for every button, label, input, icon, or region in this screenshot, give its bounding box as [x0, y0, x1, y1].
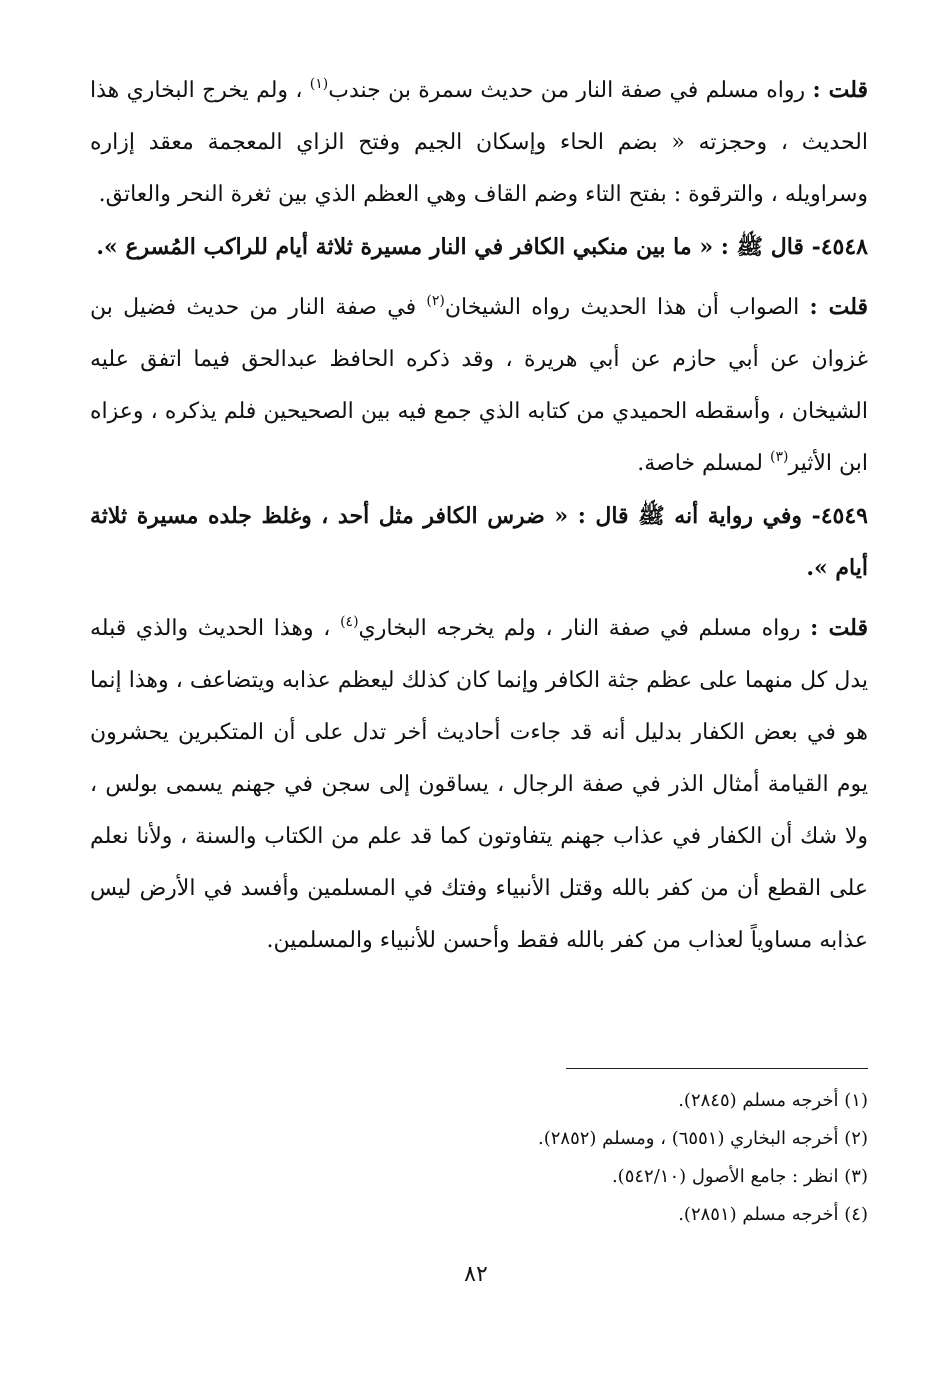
- footnote-2: (٢) أخرجه البخاري (٦٥٥١) ، ومسلم (٢٨٥٢).: [537, 1128, 868, 1149]
- hadith-4548: ٤٥٤٨- قال ﷺ : « ما بين منكبي الكافر في النار مسيرة ثلاثة أيام للراكب المُسرع ».: [96, 234, 868, 260]
- paragraph-text: رواه مسلم في صفة النار من حديث سمرة بن جندب: [328, 78, 806, 103]
- paragraph-text-continued: ، ولم يخرج البخاري هذا الحديث ، وحجزته « بضم الحاء وإسكان الجيم وفتح الزاي المعجمة معقد إزاره وسراويله ، والترقوة : بفتح التاء وضم القاف وهي العظم الذي بين ثغرة النحر والعاتق.: [90, 78, 868, 207]
- paragraph-3: [90, 602, 868, 967]
- footnotes: [300, 1082, 868, 1234]
- footnote-ref-2[interactable]: (٢): [426, 293, 445, 309]
- paragraph-lead: قلت :: [810, 615, 868, 641]
- footnote-ref-3[interactable]: (٣): [769, 449, 789, 465]
- footnote-3: (٣) انظر : جامع الأصول (٥٤٢/١٠).: [611, 1166, 868, 1187]
- paragraph-lead: قلت :: [812, 77, 869, 103]
- page-number: ٨٢: [464, 1262, 488, 1287]
- paragraph-text-end: لمسلم خاصة.: [637, 451, 763, 476]
- footnote-4: (٤) أخرجه مسلم (٢٨٥١).: [678, 1204, 868, 1225]
- footnote-ref-4[interactable]: (٤): [340, 614, 359, 630]
- hadith-4549: ٤٥٤٩- وفي رواية أنه ﷺ قال : « ضرس الكافر مثل أحد ، وغلظ جلده مسيرة ثلاثة أيام ».: [90, 503, 868, 581]
- paragraph-1: [90, 64, 868, 221]
- main-text: [90, 64, 868, 967]
- paragraph-lead: قلت :: [809, 294, 869, 320]
- paragraph-text-continued: في صفة النار من حديث فضيل بن غزوان عن أبي حازم عن أبي هريرة ، وقد ذكره الحافظ عبدالحق فيما اتفق عليه الشيخان ، وأسقطه الحميدي من كتابه الذي جمع فيه بين الصحيحين فلم يذكره ، وعزاه ابن الأثير: [90, 295, 868, 476]
- paragraph-text: الصواب أن هذا الحديث رواه الشيخان: [444, 295, 800, 320]
- footnote-1: (١) أخرجه مسلم (٢٨٤٥).: [678, 1090, 868, 1111]
- paragraph-text-continued: ، وهذا الحديث والذي قبله يدل كل منهما على عظم جثة الكافر وإنما كان كذلك ليعظم عذابه ويتضاعف ، وهذا إنما هو في بعض الكفار بدليل أنه قد جاءت أحاديث أخر تدل على أن المتكبرين يحشرون يوم القيامة أمثال الذر في صفة الرجال ، يساقون إلى سجن في جهنم يسمى بولس ، ولا شك أن الكفار في عذاب جهنم يتفاوتون كما قد علم من الكتاب والسنة ، ولأنا نعلم على القطع أن من كفر بالله وقتل الأنبياء وفتك في المسلمين وأفسد في الأرض ليس عذابه مساوياً لعذاب من كفر بالله فقط وأحسن للأنبياء والمسلمين.: [90, 616, 868, 953]
- footnote-divider: [566, 1068, 868, 1069]
- paragraph-text: رواه مسلم في صفة النار ، ولم يخرجه البخاري: [358, 616, 801, 641]
- paragraph-2: [90, 281, 868, 490]
- footnote-ref-1[interactable]: (١): [309, 76, 329, 92]
